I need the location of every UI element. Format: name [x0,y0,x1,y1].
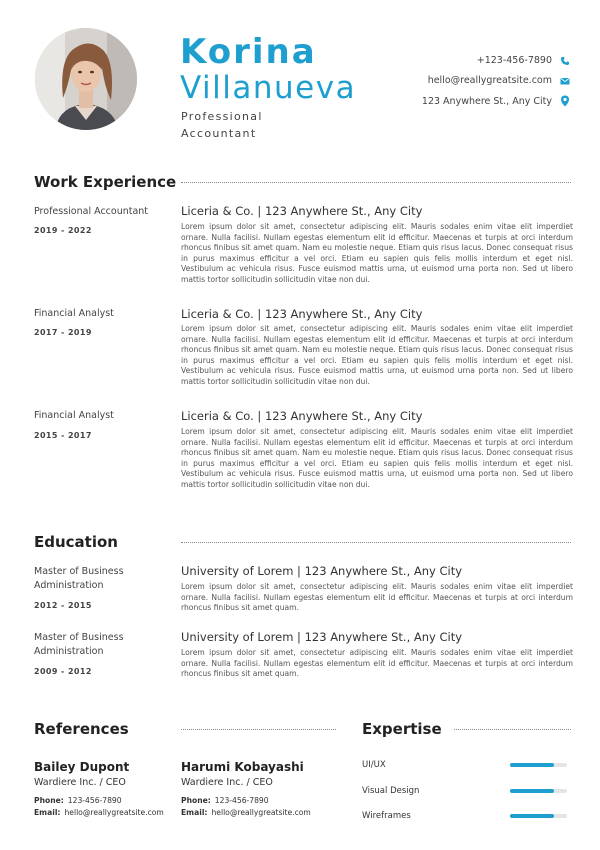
skill-bar [510,789,567,793]
job-date: 2019 - 2022 [34,226,92,235]
skill-bar-fill [510,789,554,793]
reference-name: Harumi Kobayashi [181,760,304,774]
phone-text: +123-456-7890 [476,55,552,66]
contact-address [422,95,570,107]
skill-bar [510,763,567,767]
phone-icon [560,56,570,66]
phone-label: Phone: [34,796,64,805]
job-company: Liceria & Co. | 123 Anywhere St., Any City [181,409,423,423]
reference-card [181,760,311,817]
skill-bar-fill [510,814,554,818]
profile-photo [35,28,137,130]
contact-email [428,75,570,86]
education-description: Lorem ipsum dolor sit amet, consectetur adipiscing elit. Mauris sodales enim vitae elit imperdiet ornare. Nulla facilisi. Nullam egestas elementum elit id efficitur. Maecenas et turpis at orci interdum rhoncus finibus sit amet quam. [181,582,573,612]
reference-name: Bailey Dupont [34,760,130,774]
job-title: Financial Analyst [34,308,114,319]
reference-email-value: hello@reallygreatsite.com [64,808,164,817]
job-company: Liceria & Co. | 123 Anywhere St., Any City [181,204,423,218]
education-degree: Master of Business Administration [34,632,124,657]
education-school: University of Lorem | 123 Anywhere St., Any City [181,630,463,644]
first-name: Korina [180,32,317,72]
location-pin-icon [560,95,570,107]
expertise-heading: Expertise [362,720,442,738]
reference-email-value: hello@reallygreatsite.com [211,808,311,817]
reference-card [34,760,164,817]
skill-label: Wireframes [362,811,411,821]
education-description: Lorem ipsum dolor sit amet, consectetur adipiscing elit. Mauris sodales enim vitae elit imperdiet ornare. Nulla facilisi. Nullam egestas elementum elit id efficitur. Maecenas et turpis at orci interdum rhoncus finibus sit amet quam. [181,648,573,678]
phone-label: Phone: [181,796,211,805]
job-date: 2017 - 2019 [34,328,92,337]
reference-phone-value: 123-456-7890 [214,796,269,805]
skill-label: UI/UX [362,760,386,770]
education-heading: Education [34,533,118,551]
contact-phone [477,55,570,66]
job-title: Financial Analyst [34,410,114,421]
job-company: Liceria & Co. | 123 Anywhere St., Any City [181,307,423,321]
reference-phone-value: 123-456-7890 [67,796,122,805]
reference-company: Wardiere Inc. / CEO [34,777,126,788]
job-description: Lorem ipsum dolor sit amet, consectetur adipiscing elit. Mauris sodales enim vitae elit imperdiet ornare. Nulla facilisi. Nullam egestas elementum elit id efficitur. Maecenas et turpis at orci interdum rhoncus finibus sit amet quam. Nam eu molestie neque. Etiam quis risus lacus. Donec consequat risus in purus maximus efficitur a vel orci. Etiam eu sapien quis felis mollis interdum et eget nisl. Vestibulum ac vehicula risus. Fusce euismod mattis urna, ut euismod urna porta non. Sed ut libero mattis tortor sollicitudin sollicitudin vitae non dui. [181,222,573,284]
divider [181,729,336,730]
divider [181,542,571,543]
skill-label: Visual Design [362,786,420,796]
email-label: Email: [34,808,61,817]
reference-phone [181,796,311,805]
last-name: Villanueva [180,70,357,106]
job-role: Professional Accountant [181,110,263,140]
reference-email [34,808,164,817]
reference-email [181,808,311,817]
job-description: Lorem ipsum dolor sit amet, consectetur adipiscing elit. Mauris sodales enim vitae elit imperdiet ornare. Nulla facilisi. Nullam egestas elementum elit id efficitur. Maecenas et turpis at orci interdum rhoncus finibus sit amet quam. Nam eu molestie neque. Etiam quis risus lacus. Donec consequat risus in purus maximus efficitur a vel orci. Etiam eu sapien quis felis mollis interdum et eget nisl. Vestibulum ac vehicula risus. Fusce euismod mattis urna, ut euismod urna porta non. Sed ut libero mattis tortor sollicitudin sollicitudin vitae non dui. [181,324,573,386]
reference-phone [34,796,164,805]
education-degree: Master of Business Administration [34,566,124,591]
email-label: Email: [181,808,208,817]
email-text: hello@reallygreatsite.com [427,75,552,86]
job-date: 2015 - 2017 [34,431,92,440]
work-experience-heading: Work Experience [34,173,177,191]
education-date: 2009 - 2012 [34,667,92,676]
skill-bar-fill [510,763,554,767]
job-description: Lorem ipsum dolor sit amet, consectetur adipiscing elit. Mauris sodales enim vitae elit imperdiet ornare. Nulla facilisi. Nullam egestas elementum elit id efficitur. Maecenas et turpis at orci interdum rhoncus finibus sit amet quam. Nam eu molestie neque. Etiam quis risus lacus. Donec consequat risus in purus maximus efficitur a vel orci. Etiam eu sapien quis felis mollis interdum et eget nisl. Vestibulum ac vehicula risus. Fusce euismod mattis urna, ut euismod urna porta non. Sed ut libero mattis tortor sollicitudin sollicitudin vitae non dui. [181,427,573,489]
address-text: 123 Anywhere St., Any City [421,95,552,107]
job-title: Professional Accountant [34,206,149,217]
envelope-icon [560,76,570,86]
skill-bar [510,814,567,818]
references-heading: References [34,720,129,738]
education-date: 2012 - 2015 [34,601,92,610]
divider [454,729,571,730]
divider [181,182,571,183]
reference-company: Wardiere Inc. / CEO [181,777,273,788]
education-school: University of Lorem | 123 Anywhere St., Any City [181,564,463,578]
